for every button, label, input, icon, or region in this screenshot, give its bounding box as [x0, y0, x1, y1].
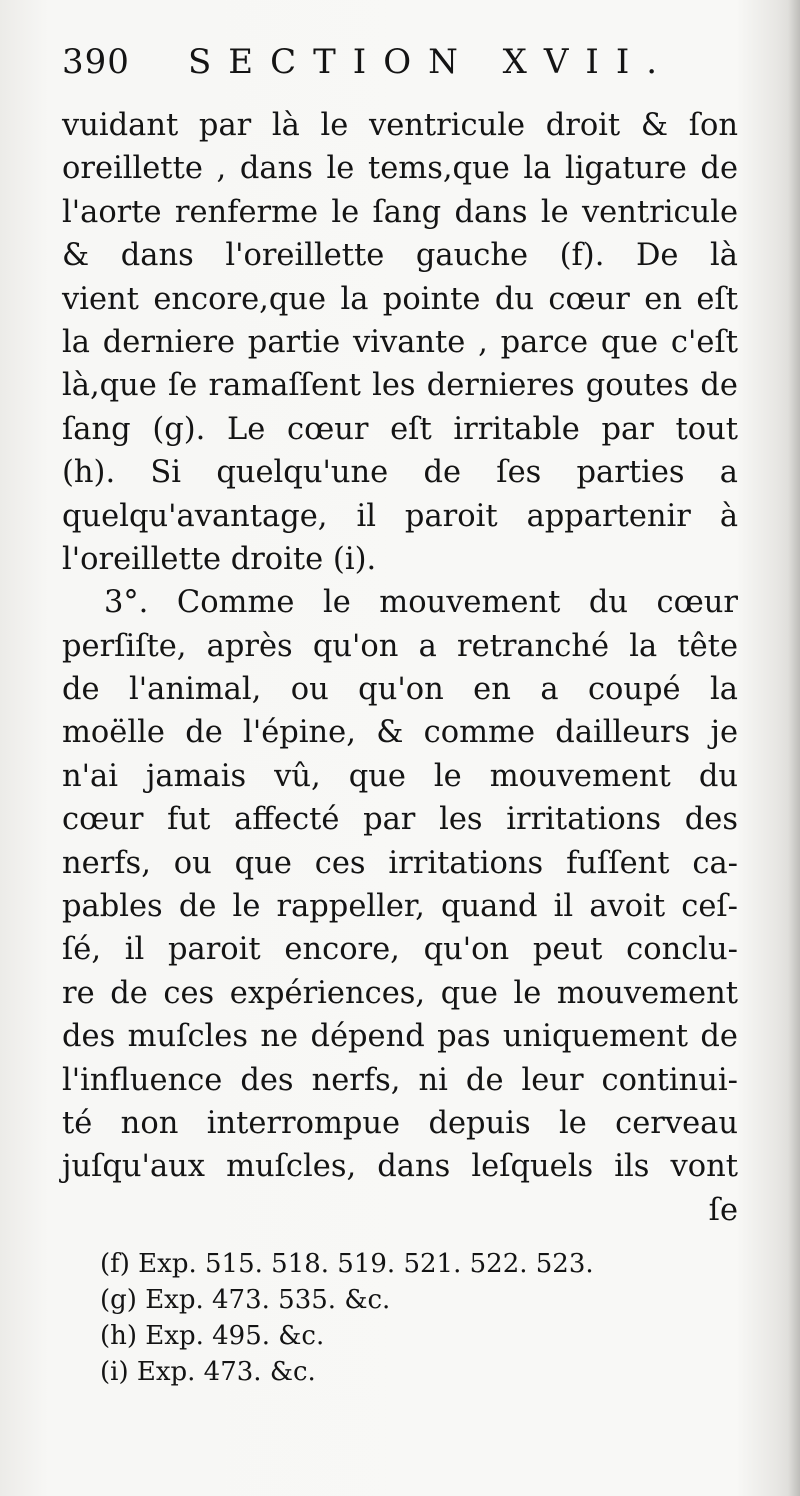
text-line: (h). Si quelqu'une de ſes parties a: [62, 455, 738, 491]
text-line: vuidant par là le ventricule droit & ſon: [62, 108, 738, 143]
paragraph-start-line: 3°. Comme le mouvement du cœur: [104, 585, 738, 621]
text-line: l'aorte renferme le ſang dans le ventricule: [62, 194, 738, 230]
text-line: ſang (g). Le cœur eſt irritable par tout: [62, 411, 738, 447]
footnotes: [100, 1246, 740, 1390]
text-line: & dans l'oreillette gauche (f). De là: [62, 238, 738, 274]
text-line: la derniere partie vivante , parce que c'eſt: [62, 324, 738, 360]
text-line: té non interrompue depuis le cerveau: [62, 1105, 738, 1141]
text-line: re de ces expériences, que le mouvement: [62, 975, 738, 1011]
page-edge-shadow: [788, 0, 800, 1496]
text-line: des muſcles ne dépend pas uniquement de: [62, 1019, 738, 1055]
text-line: l'influence des nerfs, ni de leur continui-: [62, 1062, 738, 1098]
page-header: [62, 42, 742, 92]
text-line: ſé, il paroit encore, qu'on peut conclu-: [62, 932, 738, 968]
running-head: SECTION XVII.: [188, 42, 675, 82]
footnote-h: (h) Exp. 495. &c.: [100, 1321, 325, 1351]
text-line: juſqu'aux muſcles, dans leſquels ils vont: [62, 1149, 738, 1185]
text-line: nerfs, ou que ces irritations fuſſent ca-: [62, 845, 738, 881]
text-line: n'ai jamais vû, que le mouvement du: [62, 758, 738, 794]
footnote-f: (f) Exp. 515. 518. 519. 521. 522. 523.: [100, 1249, 594, 1279]
text-line: vient encore,que la pointe du cœur en eſt: [62, 281, 738, 317]
text-line: quelqu'avantage, il paroit appartenir à: [62, 498, 738, 534]
catchword: ſe: [708, 1192, 738, 1228]
page-number: 390: [62, 42, 130, 82]
text-line: là,que ſe ramaſſent les dernieres goutes de: [62, 368, 738, 404]
text-line: cœur fut affecté par les irritations des: [62, 802, 738, 838]
text-line: perſiſte, après qu'on a retranché la tête: [62, 628, 738, 664]
body-text: [62, 104, 738, 1232]
text-line: oreillette , dans le tems,que la ligature de: [62, 151, 738, 187]
text-line: pables de le rappeller, quand il avoit ceſ-: [62, 889, 738, 925]
footnote-i: (i) Exp. 473. &c.: [100, 1357, 316, 1387]
paragraph-end-line: l'oreillette droite (i).: [62, 541, 377, 577]
footnote-g: (g) Exp. 473. 535. &c.: [100, 1285, 391, 1315]
text-line: de l'animal, ou qu'on en a coupé la: [62, 672, 738, 708]
text-line: moëlle de l'épine, & comme dailleurs je: [62, 715, 738, 751]
